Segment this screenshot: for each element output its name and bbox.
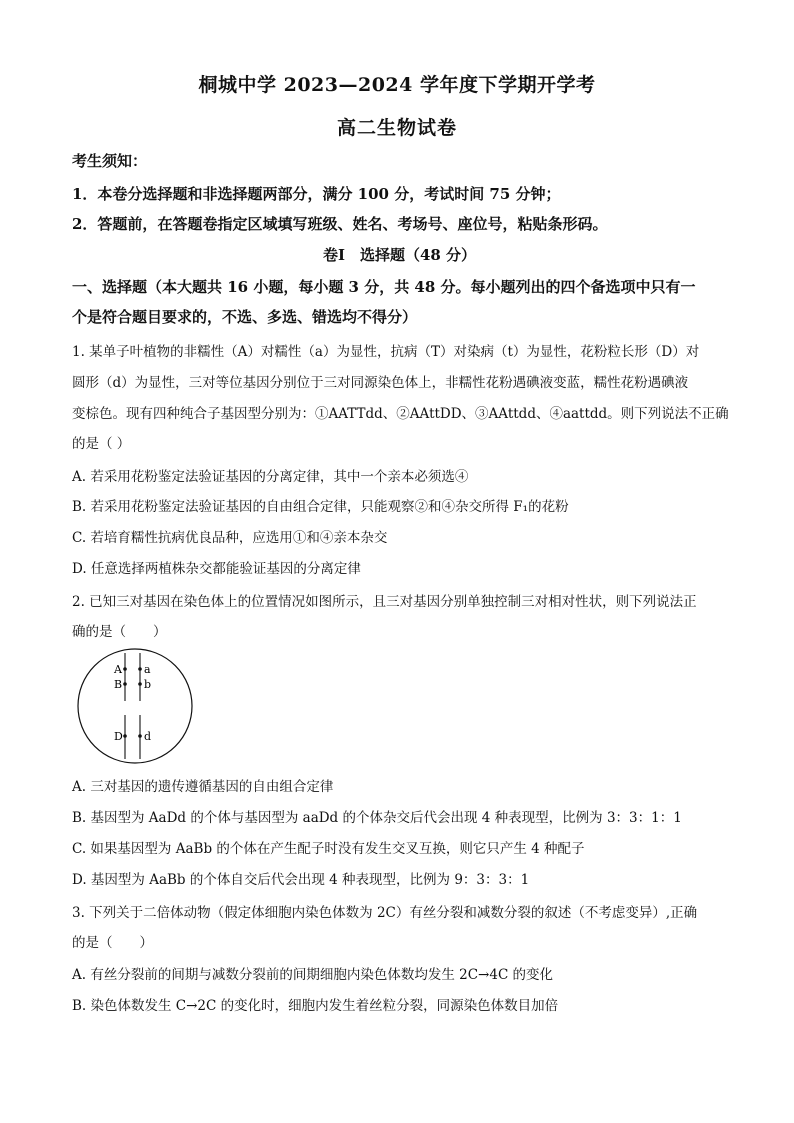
gene-locus xyxy=(123,667,127,671)
chromosome-figure xyxy=(74,647,196,765)
part-intro-line: 一、选择题（本大题共 16 小题，每小题 3 分，共 48 分。每小题列出的四个备选项中只有一 xyxy=(72,278,696,296)
exam-subtitle: 高二生物试卷 xyxy=(336,117,457,139)
q2-option-d: D. 基因型为 AaBb 的个体自交后代会出现 4 种表现型，比例为 9：3：3：1 xyxy=(72,872,530,888)
q2-option-c: C. 如果基因型为 AaBb 的个体在产生配子时没有发生交叉互换，则它只产生 4 种配子 xyxy=(72,841,585,857)
q1-option-a: A. 若采用花粉鉴定法验证基因的分离定律，其中一个亲本必须选④ xyxy=(72,469,469,485)
exam-title: 桐城中学 2023—2024 学年度下学期开学考 xyxy=(198,74,596,96)
section-title: 卷Ⅰ 选择题（48 分） xyxy=(322,246,477,264)
gene-locus xyxy=(123,682,127,686)
q1-option-b: B. 若采用花粉鉴定法验证基因的自由组合定律，只能观察②和④杂交所得 F₁的花粉 xyxy=(72,499,569,515)
q1-stem-line: 1. 某单子叶植物的非糯性（A）对糯性（a）为显性，抗病（T）对染病（t）为显性，花粉粒长形（D）对 xyxy=(72,344,700,360)
gene-label-D: D xyxy=(114,730,123,743)
q1-stem-line: 的是（ ） xyxy=(72,436,131,452)
q3-option-b: B. 染色体数发生 C→2C 的变化时，细胞内发生着丝粒分裂，同源染色体数目加倍 xyxy=(72,998,559,1014)
gene-label-B: B xyxy=(114,678,123,691)
q3-option-a: A. 有丝分裂前的间期与减数分裂前的间期细胞内染色体数均发生 2C→4C 的变化 xyxy=(72,967,554,983)
q1-stem-line: 圆形（d）为显性，三对等位基因分别位于三对同源染色体上，非糯性花粉遇碘液变蓝，糯性花粉遇碘液 xyxy=(72,375,689,391)
gene-label-d: d xyxy=(144,730,152,743)
gene-locus xyxy=(138,667,142,671)
q2-stem-line: 确的是（ ） xyxy=(72,624,167,640)
gene-locus xyxy=(138,682,142,686)
gene-locus xyxy=(138,734,142,738)
notice-item: 1．本卷分选择题和非选择题两部分，满分 100 分，考试时间 75 分钟； xyxy=(72,185,561,203)
q1-stem-line: 变棕色。现有四种纯合子基因型分别为：①AATTdd、②AAttDD、③AAttdd、④aattdd。则下列说法不正确 xyxy=(72,406,729,422)
cell-outline xyxy=(78,649,192,763)
q3-stem-line: 的是（ ） xyxy=(72,935,153,951)
part-intro-line: 个是符合题目要求的，不选、多选、错选均不得分） xyxy=(72,308,418,326)
gene-locus xyxy=(123,734,127,738)
notice-item: 2．答题前，在答题卷指定区域填写班级、姓名、考场号、座位号，粘贴条形码。 xyxy=(72,215,608,233)
q1-option-d: D. 任意选择两植株杂交都能验证基因的分离定律 xyxy=(72,561,361,577)
gene-label-a: a xyxy=(144,663,151,676)
q2-option-b: B. 基因型为 AaDd 的个体与基因型为 aaDd 的个体杂交后代会出现 4 种表现型，比例为 3：3：1：1 xyxy=(72,810,682,826)
q1-option-c: C. 若培育糯性抗病优良品种，应选用①和④亲本杂交 xyxy=(72,530,388,546)
q2-stem-line: 2. 已知三对基因在染色体上的位置情况如图所示，且三对基因分别单独控制三对相对性状，则下列说法正 xyxy=(72,594,697,610)
notice-heading: 考生须知： xyxy=(72,152,148,170)
gene-label-b: b xyxy=(144,678,152,691)
q2-option-a: A. 三对基因的遗传遵循基因的自由组合定律 xyxy=(72,779,334,795)
q3-stem-line: 3. 下列关于二倍体动物（假定体细胞内染色体数为 2C）有丝分裂和减数分裂的叙述（不考虑变异）,正确 xyxy=(72,905,698,921)
gene-label-A: A xyxy=(114,663,122,676)
